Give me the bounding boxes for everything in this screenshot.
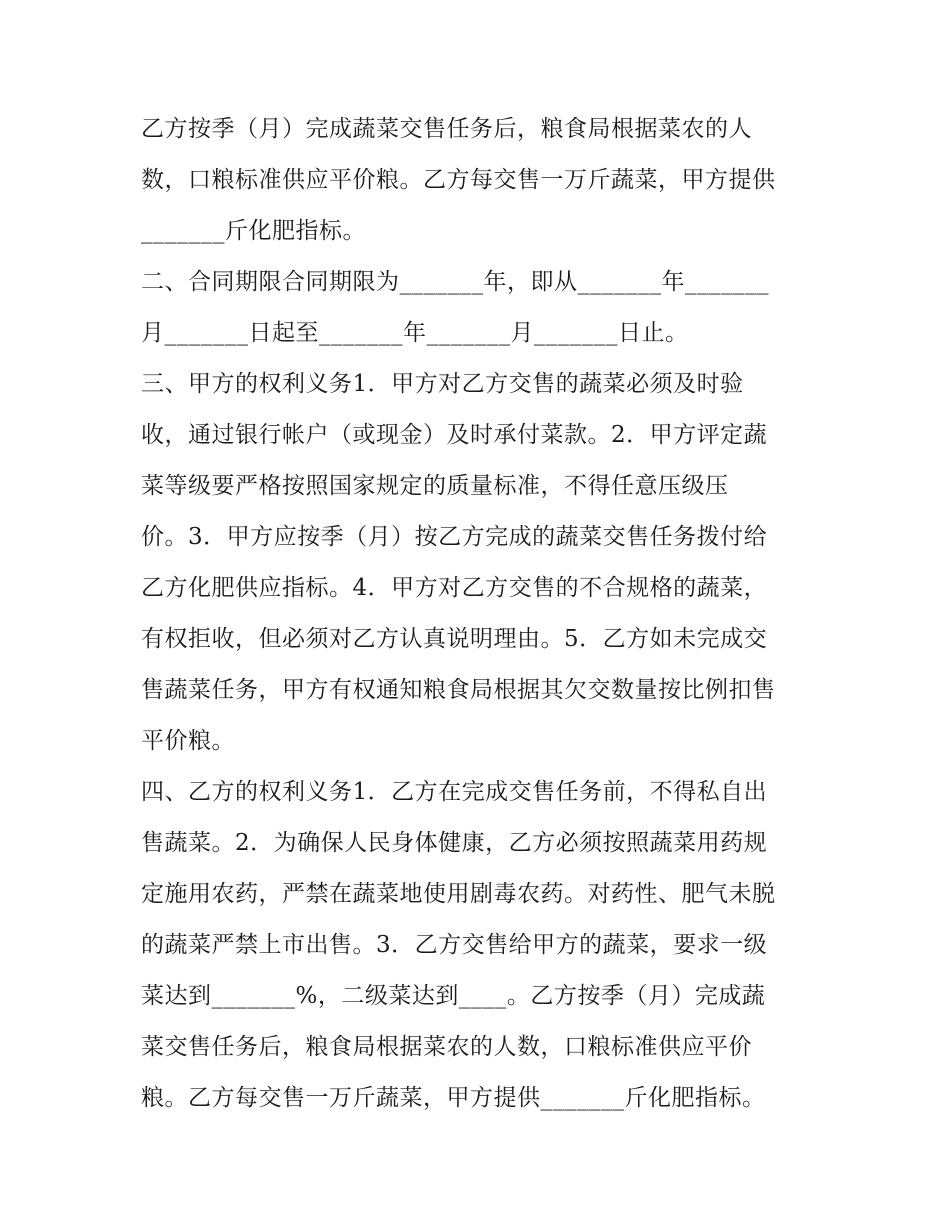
text-line: 数，口粮标准供应平价粮。乙方每交售一万斤蔬菜，甲方提供 — [141, 167, 776, 193]
text-line: 收，通过银行帐户（或现金）及时承付菜款。2．甲方评定蔬 — [141, 422, 768, 448]
text-line: 乙方化肥供应指标。4．甲方对乙方交售的不合规格的蔬菜， — [141, 575, 768, 601]
text-line: 月_______日起至_______年_______月_______日止。 — [141, 320, 689, 346]
text-line: 定施用农药，严禁在蔬菜地使用剧毒农药。对药性、肥气未脱 — [141, 881, 776, 907]
text-line: 二、合同期限合同期限为_______年，即从_______年_______ — [141, 269, 769, 295]
text-line: 的蔬菜严禁上市出售。3．乙方交售给甲方的蔬菜，要求一级 — [141, 932, 768, 958]
text-line: 菜等级要严格按照国家规定的质量标准，不得任意压级压 — [141, 473, 729, 499]
text-line: 平价粮。 — [141, 728, 235, 754]
text-line: 价。3．甲方应按季（月）按乙方完成的蔬菜交售任务拨付给 — [141, 524, 768, 550]
text-line: _______斤化肥指标。 — [141, 218, 366, 244]
text-line: 乙方按季（月）完成蔬菜交售任务后，粮食局根据菜农的人 — [141, 116, 752, 142]
text-line: 菜交售任务后，粮食局根据菜农的人数，口粮标准供应平价 — [141, 1034, 752, 1060]
text-line: 菜达到_______%，二级菜达到____。乙方按季（月）完成蔬 — [141, 983, 766, 1009]
text-line: 四、乙方的权利义务1．乙方在完成交售任务前，不得私自出 — [141, 779, 768, 805]
text-line: 售蔬菜。2．为确保人民身体健康，乙方必须按照蔬菜用药规 — [141, 830, 768, 856]
text-line: 有权拒收，但必须对乙方认真说明理由。5．乙方如未完成交 — [141, 626, 768, 652]
text-line: 售蔬菜任务，甲方有权通知粮食局根据其欠交数量按比例扣售 — [141, 677, 776, 703]
text-line: 粮。乙方每交售一万斤蔬菜，甲方提供_______斤化肥指标。 — [141, 1085, 766, 1111]
text-line: 三、甲方的权利义务1．甲方对乙方交售的蔬菜必须及时验 — [141, 371, 744, 397]
